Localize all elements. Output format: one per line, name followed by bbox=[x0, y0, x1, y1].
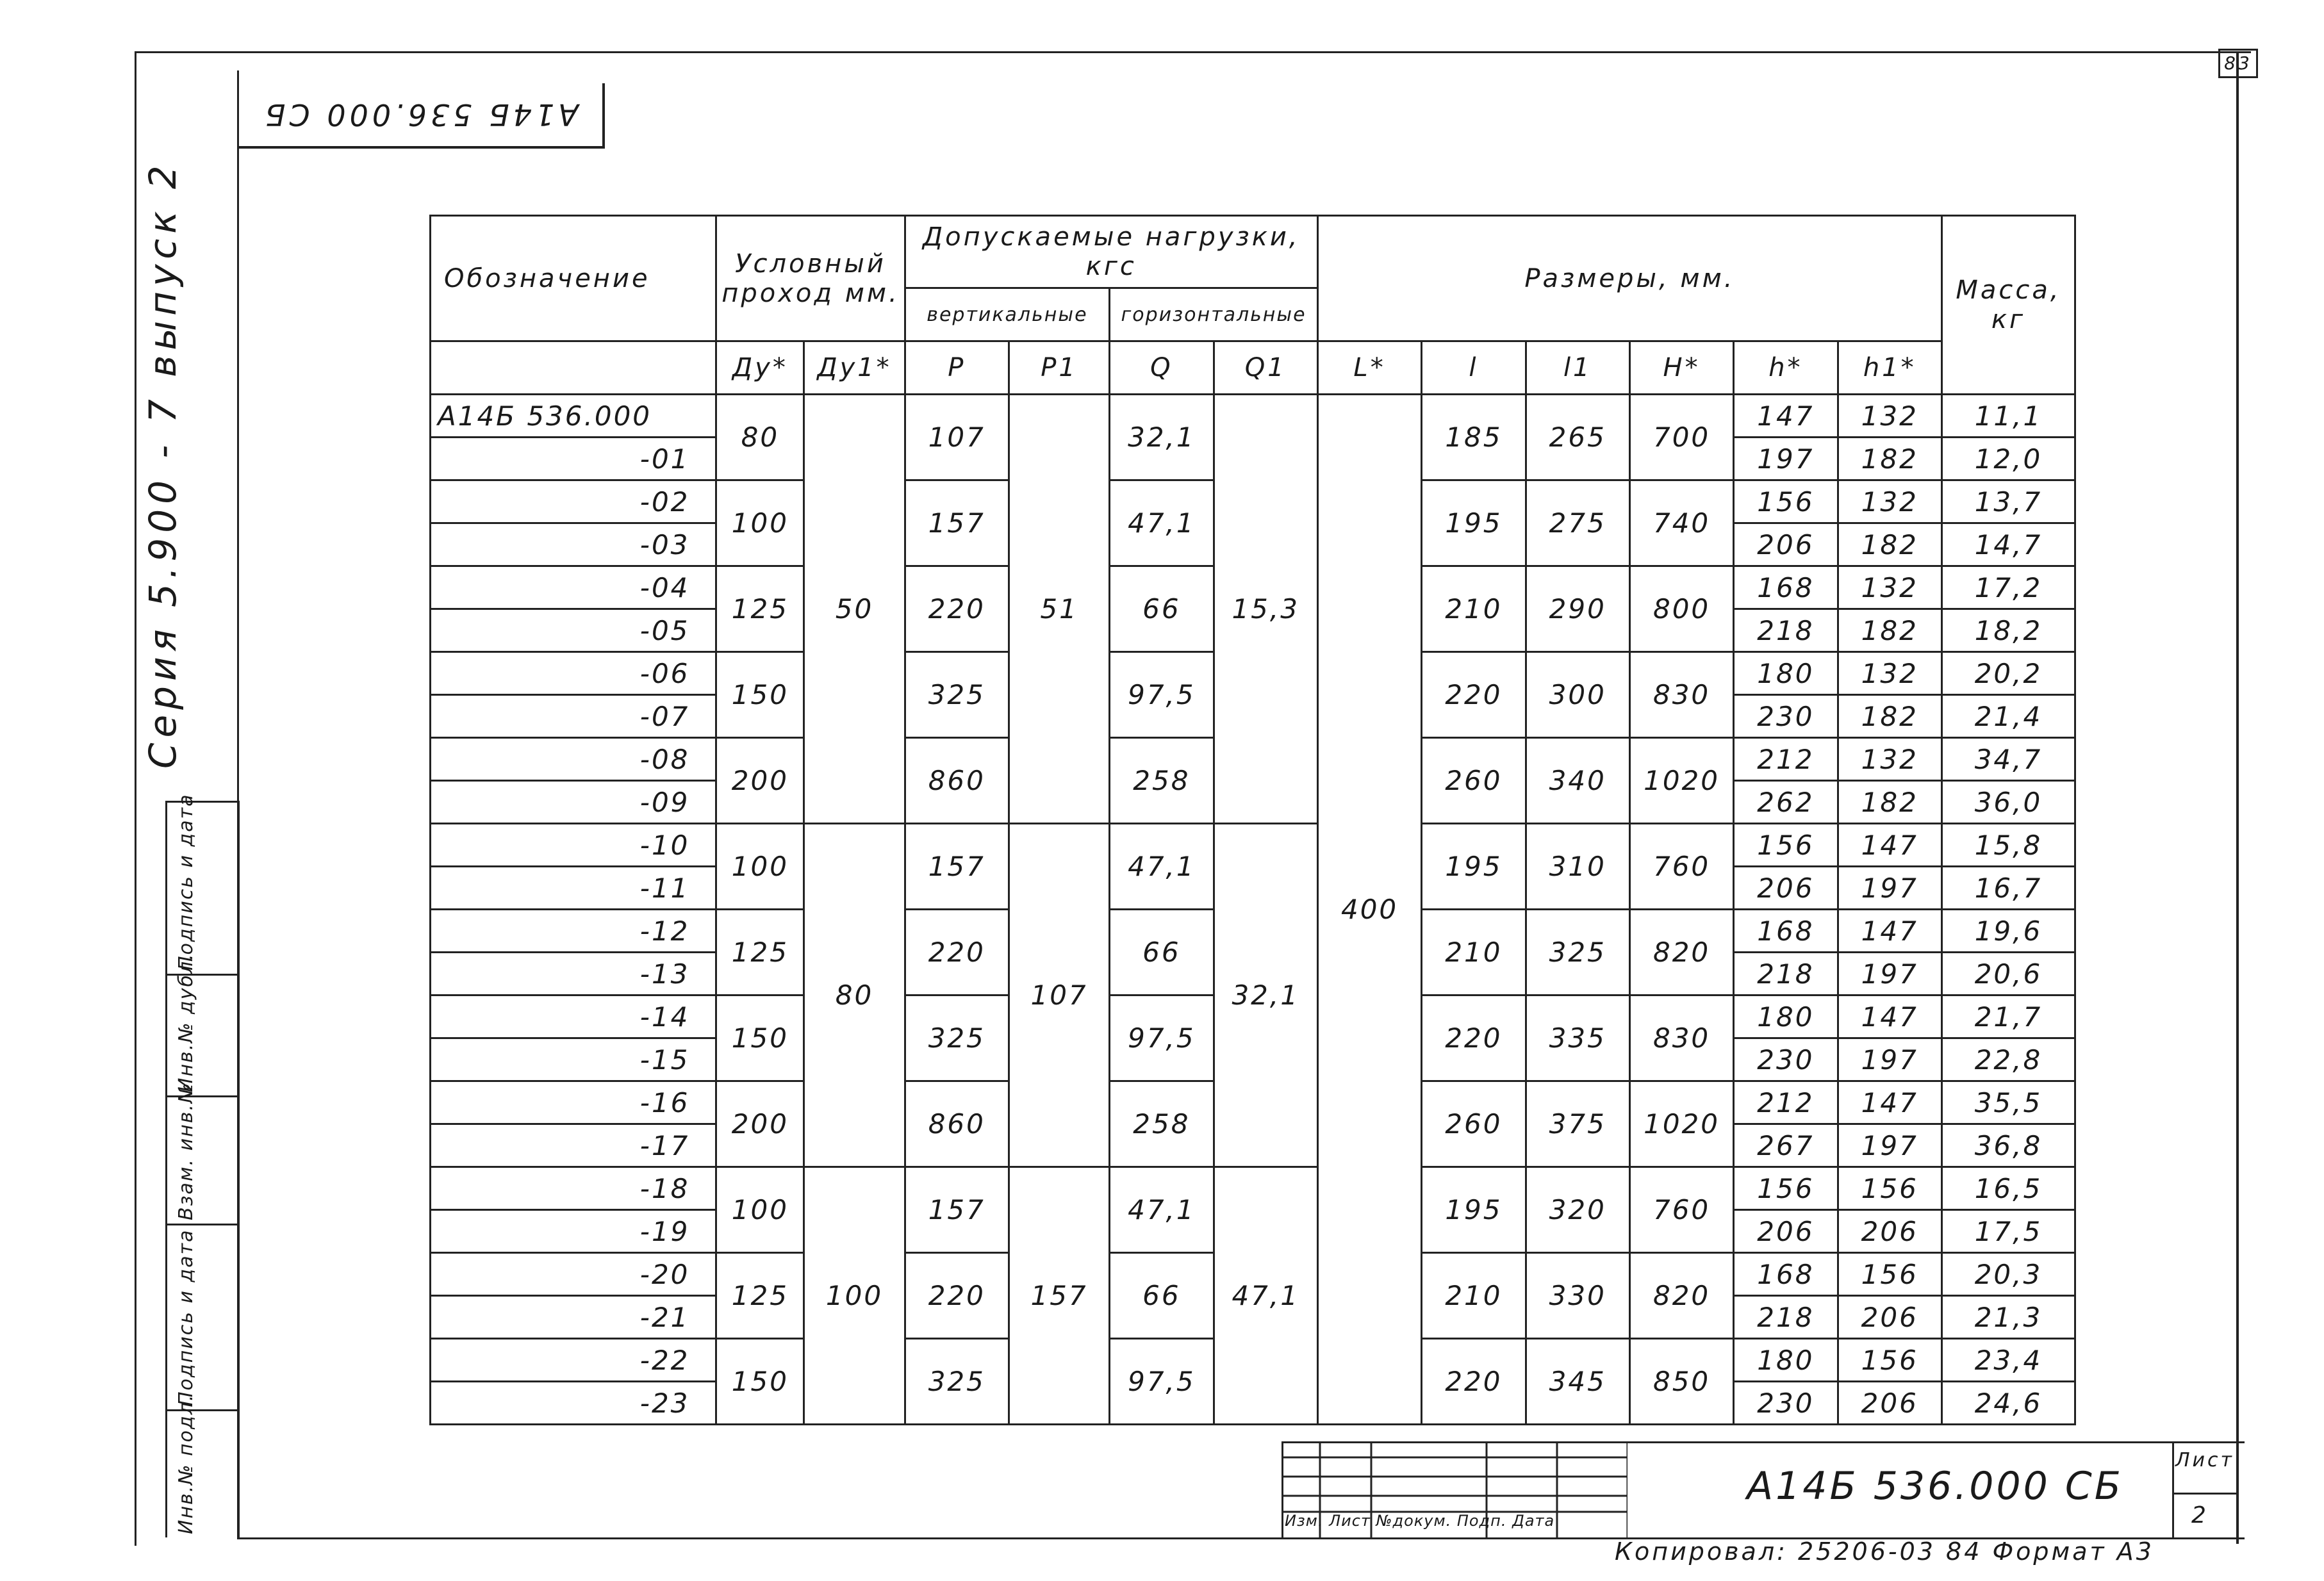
l1-cell: 300 bbox=[1526, 652, 1629, 738]
side-label: Инв.№ подл. bbox=[175, 1393, 197, 1534]
designation-cell: -13 bbox=[431, 953, 716, 995]
top-stamp-text: А14Б 536.000 СБ bbox=[261, 97, 579, 132]
copied-line: Копировал: 25206-03 84 Формат А3 bbox=[1615, 1537, 2154, 1566]
dy-cell: 200 bbox=[716, 738, 804, 824]
l-cell: 185 bbox=[1422, 395, 1526, 480]
dy-cell: 150 bbox=[716, 1339, 804, 1425]
l1-cell: 265 bbox=[1526, 395, 1629, 480]
designation-cell: -01 bbox=[431, 438, 716, 480]
symbol-L: L* bbox=[1317, 341, 1421, 395]
H-cell: 760 bbox=[1629, 1167, 1733, 1253]
p-cell: 157 bbox=[905, 1167, 1009, 1253]
title-block-doc-number: А14Б 536.000 СБ bbox=[1747, 1464, 2123, 1509]
l1-cell: 375 bbox=[1526, 1081, 1629, 1167]
designation-cell: -21 bbox=[431, 1296, 716, 1339]
h-cell: 156 bbox=[1734, 1167, 1838, 1210]
p-cell: 325 bbox=[905, 1339, 1009, 1425]
designation-cell: -15 bbox=[431, 1038, 716, 1081]
l-cell: 195 bbox=[1422, 480, 1526, 566]
h-cell: 218 bbox=[1734, 1296, 1838, 1339]
dy-cell: 125 bbox=[716, 566, 804, 652]
h1-cell: 182 bbox=[1838, 695, 1941, 738]
symbol-dy1: Ду1* bbox=[804, 341, 905, 395]
h-cell: 206 bbox=[1734, 1210, 1838, 1253]
l-cell: 210 bbox=[1422, 1253, 1526, 1339]
symbol-h1: h1* bbox=[1838, 341, 1941, 395]
mass-cell: 21,4 bbox=[1941, 695, 2075, 738]
p-cell: 157 bbox=[905, 824, 1009, 910]
p1-cell: 51 bbox=[1009, 395, 1109, 824]
designation-cell: -08 bbox=[431, 738, 716, 781]
mass-cell: 36,8 bbox=[1941, 1124, 2075, 1167]
dy1-cell: 50 bbox=[804, 395, 905, 824]
dy-cell: 125 bbox=[716, 910, 804, 995]
symbol-l: l bbox=[1422, 341, 1526, 395]
side-label: Инв.№ дубл. bbox=[175, 953, 197, 1092]
H-cell: 760 bbox=[1629, 824, 1733, 910]
h-cell: 262 bbox=[1734, 781, 1838, 824]
l-cell: 260 bbox=[1422, 1081, 1526, 1167]
l-cell: 220 bbox=[1422, 995, 1526, 1081]
p-cell: 157 bbox=[905, 480, 1009, 566]
p-cell: 220 bbox=[905, 910, 1009, 995]
symbol-h: h* bbox=[1734, 341, 1838, 395]
mass-cell: 34,7 bbox=[1941, 738, 2075, 781]
designation-cell: -03 bbox=[431, 523, 716, 566]
h1-cell: 197 bbox=[1838, 867, 1941, 910]
h-cell: 197 bbox=[1734, 438, 1838, 480]
mass-cell: 20,2 bbox=[1941, 652, 2075, 695]
H-cell: 830 bbox=[1629, 652, 1733, 738]
designation-cell: -12 bbox=[431, 910, 716, 953]
mass-cell: 23,4 bbox=[1941, 1339, 2075, 1382]
l-cell: 210 bbox=[1422, 566, 1526, 652]
h-cell: 206 bbox=[1734, 867, 1838, 910]
H-cell: 1020 bbox=[1629, 1081, 1733, 1167]
H-cell: 740 bbox=[1629, 480, 1733, 566]
symbol-l1: l1 bbox=[1526, 341, 1629, 395]
h1-cell: 132 bbox=[1838, 738, 1941, 781]
h1-cell: 132 bbox=[1838, 566, 1941, 609]
symbol-H: H* bbox=[1629, 341, 1733, 395]
mass-cell: 36,0 bbox=[1941, 781, 2075, 824]
l-cell: 220 bbox=[1422, 652, 1526, 738]
q-cell: 66 bbox=[1110, 910, 1214, 995]
dy-cell: 200 bbox=[716, 1081, 804, 1167]
designation-cell: -18 bbox=[431, 1167, 716, 1210]
l-cell: 195 bbox=[1422, 1167, 1526, 1253]
mass-cell: 12,0 bbox=[1941, 438, 2075, 480]
header-allowed-loads: Допускаемые нагрузки, кгс bbox=[905, 216, 1317, 288]
side-cell bbox=[167, 1393, 238, 1539]
designation-cell: -11 bbox=[431, 867, 716, 910]
designation-cell: -05 bbox=[431, 609, 716, 652]
table-body bbox=[431, 395, 2075, 1425]
q-cell: 66 bbox=[1110, 1253, 1214, 1339]
p1-cell: 107 bbox=[1009, 824, 1109, 1167]
mass-cell: 21,7 bbox=[1941, 995, 2075, 1038]
p-cell: 107 bbox=[905, 395, 1009, 480]
h-cell: 180 bbox=[1734, 1339, 1838, 1382]
H-cell: 800 bbox=[1629, 566, 1733, 652]
h-cell: 147 bbox=[1734, 395, 1838, 438]
h-cell: 218 bbox=[1734, 609, 1838, 652]
l-cell: 210 bbox=[1422, 910, 1526, 995]
h-cell: 212 bbox=[1734, 1081, 1838, 1124]
mass-cell: 14,7 bbox=[1941, 523, 2075, 566]
h1-cell: 132 bbox=[1838, 395, 1941, 438]
H-cell: 1020 bbox=[1629, 738, 1733, 824]
h-cell: 218 bbox=[1734, 953, 1838, 995]
symbol-p: P bbox=[905, 341, 1009, 395]
designation-cell: -17 bbox=[431, 1124, 716, 1167]
q-cell: 258 bbox=[1110, 738, 1214, 824]
h-cell: 156 bbox=[1734, 824, 1838, 867]
designation-cell: -14 bbox=[431, 995, 716, 1038]
h-cell: 230 bbox=[1734, 695, 1838, 738]
h1-cell: 132 bbox=[1838, 652, 1941, 695]
h1-cell: 182 bbox=[1838, 781, 1941, 824]
top-stamp bbox=[237, 83, 605, 149]
mass-cell: 16,5 bbox=[1941, 1167, 2075, 1210]
q-cell: 47,1 bbox=[1110, 824, 1214, 910]
mass-cell: 22,8 bbox=[1941, 1038, 2075, 1081]
mass-cell: 20,3 bbox=[1941, 1253, 2075, 1296]
h1-cell: 206 bbox=[1838, 1210, 1941, 1253]
q1-cell: 47,1 bbox=[1214, 1167, 1317, 1425]
p-cell: 860 bbox=[905, 738, 1009, 824]
series-label: Серия 5.900 - 7 выпуск 2 bbox=[141, 160, 185, 769]
designation-cell: -10 bbox=[431, 824, 716, 867]
p-cell: 325 bbox=[905, 652, 1009, 738]
l1-cell: 275 bbox=[1526, 480, 1629, 566]
mass-cell: 15,8 bbox=[1941, 824, 2075, 867]
h-cell: 267 bbox=[1734, 1124, 1838, 1167]
l1-cell: 335 bbox=[1526, 995, 1629, 1081]
table-row bbox=[431, 824, 2075, 867]
dy-cell: 100 bbox=[716, 480, 804, 566]
h1-cell: 156 bbox=[1838, 1253, 1941, 1296]
designation-cell: -02 bbox=[431, 480, 716, 523]
mass-cell: 16,7 bbox=[1941, 867, 2075, 910]
h1-cell: 197 bbox=[1838, 1038, 1941, 1081]
mass-cell: 21,3 bbox=[1941, 1296, 2075, 1339]
L-cell: 400 bbox=[1317, 395, 1421, 1425]
l-cell: 260 bbox=[1422, 738, 1526, 824]
header-horizontal: горизонтальные bbox=[1110, 288, 1318, 341]
side-stamp-strip bbox=[165, 793, 240, 1537]
l1-cell: 340 bbox=[1526, 738, 1629, 824]
mass-cell: 18,2 bbox=[1941, 609, 2075, 652]
title-block-column-labels: Изм. Лист №докум. Подп. Дата bbox=[1285, 1512, 1555, 1530]
designation-cell: -09 bbox=[431, 781, 716, 824]
h1-cell: 147 bbox=[1838, 824, 1941, 867]
h1-cell: 197 bbox=[1838, 953, 1941, 995]
mass-cell: 35,5 bbox=[1941, 1081, 2075, 1124]
l-cell: 220 bbox=[1422, 1339, 1526, 1425]
dy-cell: 125 bbox=[716, 1253, 804, 1339]
h1-cell: 182 bbox=[1838, 438, 1941, 480]
header-designation: Обозначение bbox=[431, 216, 716, 341]
sheet-number: 83 bbox=[2218, 49, 2258, 78]
sheet-box-divider bbox=[2174, 1493, 2238, 1495]
header-nominal-bore: Условный проход мм. bbox=[716, 216, 905, 341]
h1-cell: 197 bbox=[1838, 1124, 1941, 1167]
h1-cell: 206 bbox=[1838, 1382, 1941, 1425]
h-cell: 168 bbox=[1734, 1253, 1838, 1296]
header-mass: Масса, кг bbox=[1941, 216, 2075, 395]
h-cell: 230 bbox=[1734, 1382, 1838, 1425]
h-cell: 180 bbox=[1734, 652, 1838, 695]
q-cell: 47,1 bbox=[1110, 1167, 1214, 1253]
q-cell: 97,5 bbox=[1110, 652, 1214, 738]
l1-cell: 325 bbox=[1526, 910, 1629, 995]
mass-cell: 17,2 bbox=[1941, 566, 2075, 609]
header-vertical: вертикальные bbox=[905, 288, 1110, 341]
l1-cell: 345 bbox=[1526, 1339, 1629, 1425]
h-cell: 230 bbox=[1734, 1038, 1838, 1081]
h1-cell: 147 bbox=[1838, 1081, 1941, 1124]
h1-cell: 147 bbox=[1838, 910, 1941, 953]
H-cell: 820 bbox=[1629, 1253, 1733, 1339]
side-label: Взам. инв.№ bbox=[175, 1081, 197, 1220]
q-cell: 66 bbox=[1110, 566, 1214, 652]
p-cell: 860 bbox=[905, 1081, 1009, 1167]
header-dimensions: Размеры, мм. bbox=[1317, 216, 1941, 341]
symbol-q: Q bbox=[1110, 341, 1214, 395]
dy-cell: 100 bbox=[716, 1167, 804, 1253]
designation-cell: -20 bbox=[431, 1253, 716, 1296]
designation-cell: -23 bbox=[431, 1382, 716, 1425]
h-cell: 168 bbox=[1734, 566, 1838, 609]
mass-cell: 20,6 bbox=[1941, 953, 2075, 995]
designation-cell: -19 bbox=[431, 1210, 716, 1253]
sheet-value: 2 bbox=[2191, 1502, 2209, 1528]
h1-cell: 182 bbox=[1838, 609, 1941, 652]
dy1-cell: 80 bbox=[804, 824, 905, 1167]
h-cell: 180 bbox=[1734, 995, 1838, 1038]
H-cell: 700 bbox=[1629, 395, 1733, 480]
table-row bbox=[431, 395, 2075, 438]
h1-cell: 132 bbox=[1838, 480, 1941, 523]
h1-cell: 147 bbox=[1838, 995, 1941, 1038]
l1-cell: 290 bbox=[1526, 566, 1629, 652]
designation-cell: А14Б 536.000 bbox=[431, 395, 716, 438]
h1-cell: 182 bbox=[1838, 523, 1941, 566]
h1-cell: 206 bbox=[1838, 1296, 1941, 1339]
l1-cell: 330 bbox=[1526, 1253, 1629, 1339]
q-cell: 258 bbox=[1110, 1081, 1214, 1167]
mass-cell: 11,1 bbox=[1941, 395, 2075, 438]
side-label: Подпись и дата bbox=[175, 793, 197, 971]
p1-cell: 157 bbox=[1009, 1167, 1109, 1425]
header-blank bbox=[431, 341, 716, 395]
symbol-q1: Q1 bbox=[1214, 341, 1317, 395]
l1-cell: 320 bbox=[1526, 1167, 1629, 1253]
mass-cell: 13,7 bbox=[1941, 480, 2075, 523]
symbol-p1: P1 bbox=[1009, 341, 1109, 395]
q-cell: 32,1 bbox=[1110, 395, 1214, 480]
dy1-cell: 100 bbox=[804, 1167, 905, 1425]
h1-cell: 156 bbox=[1838, 1167, 1941, 1210]
q-cell: 47,1 bbox=[1110, 480, 1214, 566]
H-cell: 820 bbox=[1629, 910, 1733, 995]
dy-cell: 150 bbox=[716, 652, 804, 738]
side-label: Подпись и дата bbox=[175, 1229, 197, 1406]
p-cell: 220 bbox=[905, 566, 1009, 652]
H-cell: 850 bbox=[1629, 1339, 1733, 1425]
dy-cell: 80 bbox=[716, 395, 804, 480]
h-cell: 168 bbox=[1734, 910, 1838, 953]
designation-cell: -04 bbox=[431, 566, 716, 609]
mass-cell: 24,6 bbox=[1941, 1382, 2075, 1425]
p-cell: 220 bbox=[905, 1253, 1009, 1339]
H-cell: 830 bbox=[1629, 995, 1733, 1081]
dy-cell: 100 bbox=[716, 824, 804, 910]
sheet-label: Лист bbox=[2175, 1449, 2235, 1471]
q-cell: 97,5 bbox=[1110, 1339, 1214, 1425]
h-cell: 156 bbox=[1734, 480, 1838, 523]
h-cell: 206 bbox=[1734, 523, 1838, 566]
q1-cell: 15,3 bbox=[1214, 395, 1317, 824]
designation-cell: -22 bbox=[431, 1339, 716, 1382]
table-row bbox=[431, 1167, 2075, 1210]
h1-cell: 156 bbox=[1838, 1339, 1941, 1382]
designation-cell: -07 bbox=[431, 695, 716, 738]
symbol-dy: Ду* bbox=[716, 341, 804, 395]
q1-cell: 32,1 bbox=[1214, 824, 1317, 1167]
designation-cell: -16 bbox=[431, 1081, 716, 1124]
l1-cell: 310 bbox=[1526, 824, 1629, 910]
designation-cell: -06 bbox=[431, 652, 716, 695]
p-cell: 325 bbox=[905, 995, 1009, 1081]
mass-cell: 17,5 bbox=[1941, 1210, 2075, 1253]
mass-cell: 19,6 bbox=[1941, 910, 2075, 953]
q-cell: 97,5 bbox=[1110, 995, 1214, 1081]
specification-table bbox=[429, 215, 2076, 1425]
dy-cell: 150 bbox=[716, 995, 804, 1081]
h-cell: 212 bbox=[1734, 738, 1838, 781]
l-cell: 195 bbox=[1422, 824, 1526, 910]
